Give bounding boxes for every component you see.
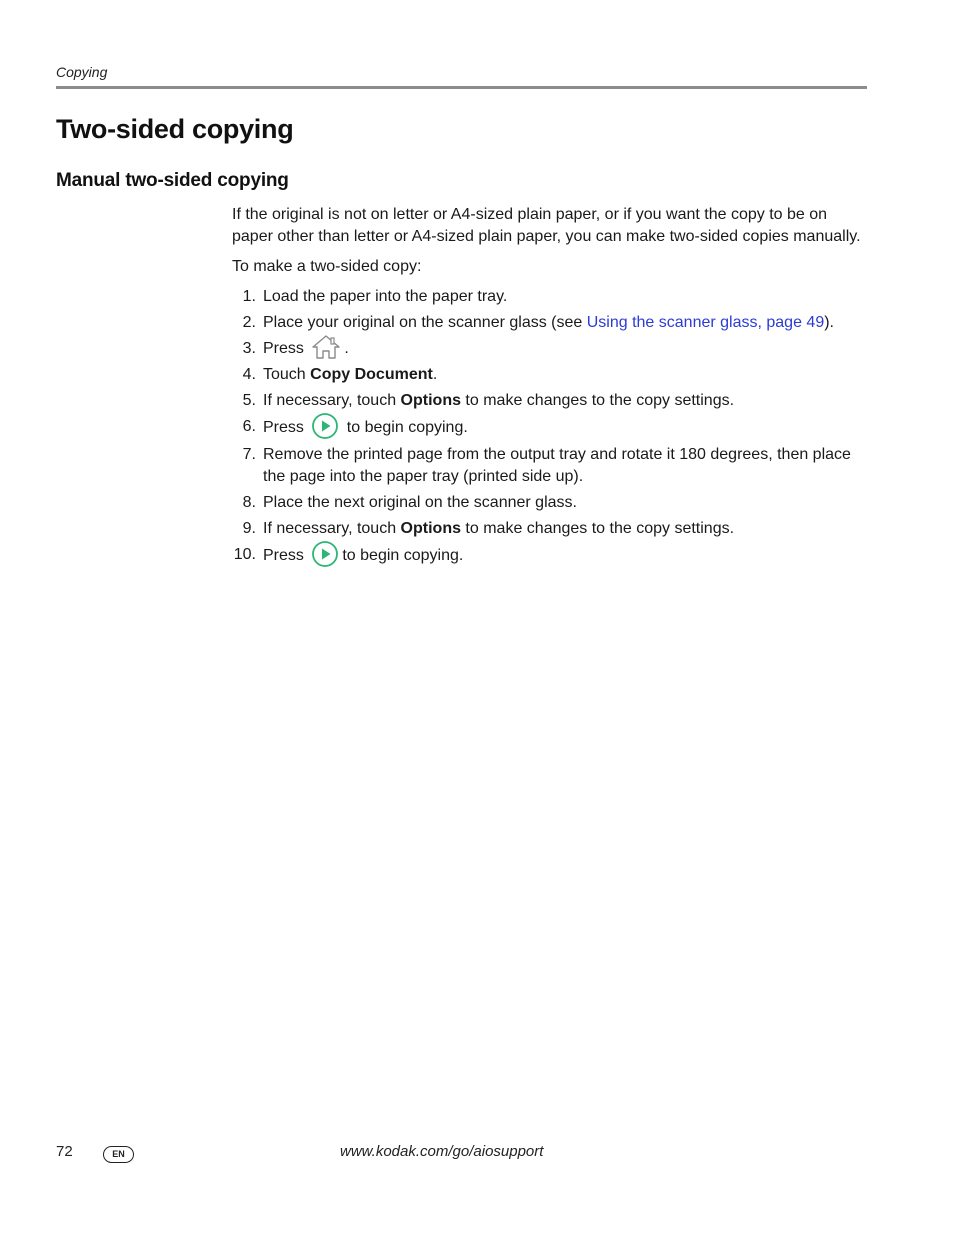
step-9 [232,518,868,540]
step-text: ). [824,314,834,331]
step-3 [232,338,868,360]
step-text: Load the paper into the paper tray. [263,288,508,305]
step-text: Press [263,547,304,565]
step-number: 3. [242,340,256,357]
step-number: 1. [242,288,256,305]
step-number: 2. [242,314,256,331]
header-rule [56,86,867,89]
page-title: Two-sided copying [56,114,294,144]
support-url: www.kodak.com/go/aiosupport [340,1143,544,1160]
step-text: to make changes to the copy settings. [460,520,735,538]
step-6 [232,416,868,440]
step-text: Remove the printed page from the output tray and rotate it 180 degrees, then place the page into the paper tray (printed side up). [263,446,851,486]
step-number: 8. [242,494,256,512]
step-text: Touch [263,366,311,384]
step-number: 7. [242,446,256,464]
options-label: Options [400,392,461,410]
scanner-glass-link[interactable]: Using the scanner glass, page 49 [586,314,825,331]
step-text: Place the next original on the scanner glass. [263,494,577,512]
body-content [232,204,868,572]
page-number: 72 [56,1143,73,1160]
step-text: to make changes to the copy settings. [460,392,735,410]
copy-document-label: Copy Document [310,366,433,384]
home-icon [311,334,341,360]
step-2 [232,312,868,334]
step-text: Place your original on the scanner glass (see [263,314,587,331]
step-8 [232,492,868,514]
options-label: Options [400,520,461,538]
step-text: . [432,366,438,384]
intro-paragraph: If the original is not on letter or A4-sized plain paper, or if you want the copy to be on paper other than letter or A4-sized plain paper, you can make two-sided copies manually. [232,206,861,245]
step-text: If necessary, touch [263,392,401,410]
step-number: 6. [242,418,256,436]
step-number: 5. [242,392,256,410]
step-10 [232,544,868,568]
lead-paragraph: To make a two-sided copy: [232,258,422,275]
step-1 [232,286,868,308]
step-number: 9. [242,520,256,538]
step-4 [232,364,868,386]
language-badge: EN [103,1146,134,1163]
step-text: Press [263,340,304,358]
running-header: Copying [56,64,108,80]
step-5 [232,390,868,412]
step-number: 4. [242,366,256,384]
step-text: to begin copying. [342,547,464,565]
step-text: . [344,340,349,358]
start-icon [311,412,339,440]
step-text: Press [263,419,304,437]
step-number: 10. [233,546,256,564]
section-heading: Manual two-sided copying [56,170,289,191]
start-icon [311,540,339,568]
steps-list [232,286,868,568]
step-7 [232,444,868,488]
step-text: to begin copying. [342,419,468,437]
step-text: If necessary, touch [263,520,401,538]
